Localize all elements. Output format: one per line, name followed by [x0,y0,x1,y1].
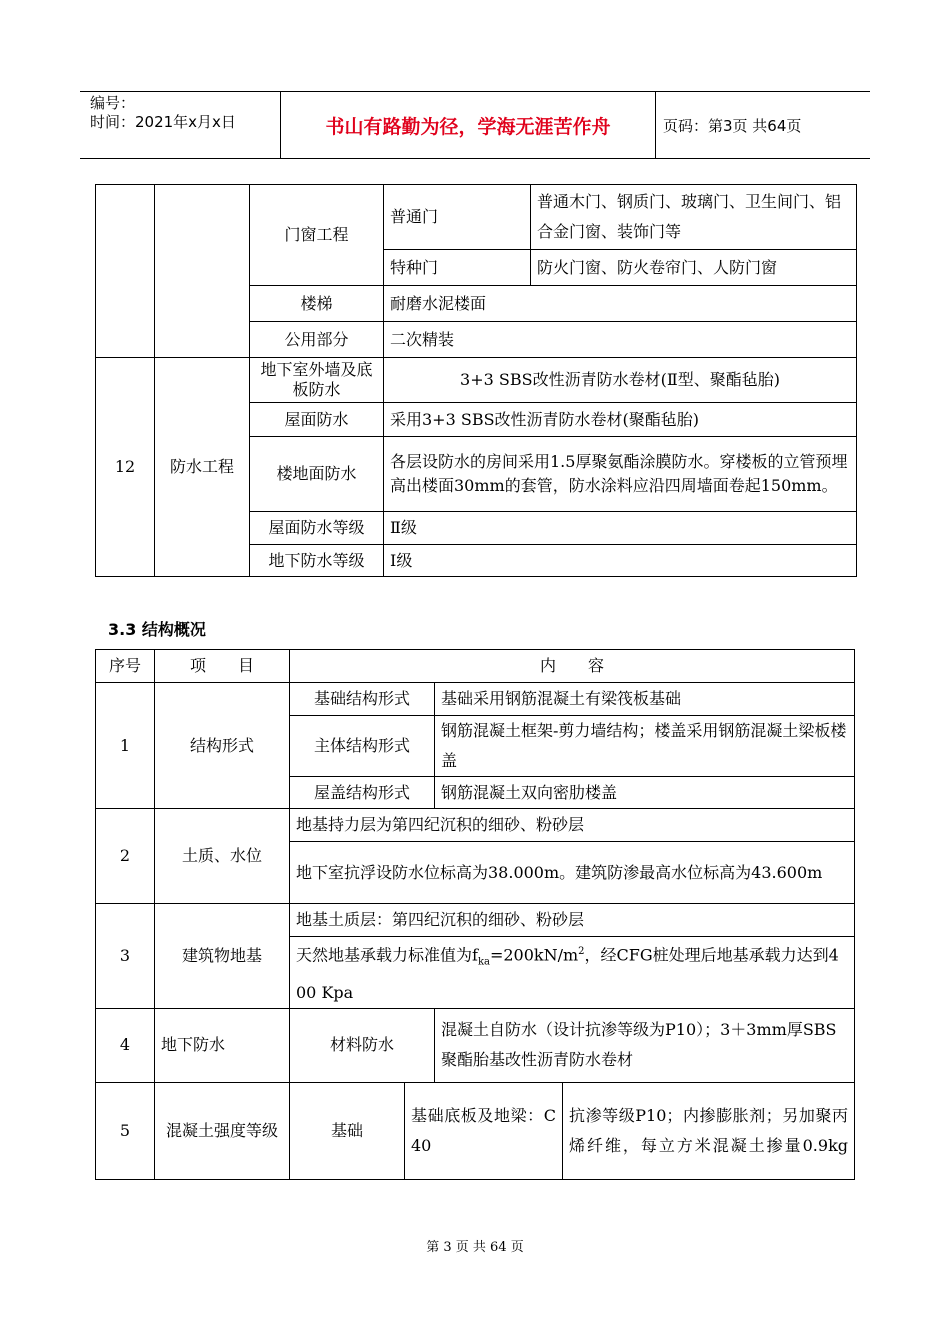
column-header-item: 项 目 [155,650,290,683]
document-number-label: 编号： [90,94,136,112]
water-level-detail: 地下室抗浮设防水位标高为38.000m。建筑防渗最高水位标高为43.600m [290,842,855,904]
roof-grade-detail: Ⅱ级 [384,512,857,545]
soil-layer-detail: 地基土质层：第四纪沉积的细砂、粉砂层 [290,904,855,937]
row-name: 防水工程 [155,358,250,577]
engineering-table-continued [95,184,857,577]
roof-structure-detail: 钢筋混凝土双向密肋楼盖 [435,777,855,809]
header-meta [90,94,236,132]
foundation-slab-grade: 基础底板及地梁：C40 [405,1082,563,1179]
foundation-structure-label: 基础结构形式 [290,683,435,716]
floor-waterproof-detail: 各层设防水的房间采用1.5厚聚氨酯涂膜防水。穿楼板的立管预埋高出楼面30mm的套管，防水涂料应沿四周墙面卷起150mm。 [384,437,857,512]
roof-waterproof-label: 屋面防水 [250,403,384,437]
row-number: 5 [96,1082,155,1179]
row-number: 3 [96,904,155,1009]
table-row [96,683,855,716]
underground-grade-detail: Ⅰ级 [384,545,857,577]
table-row [96,809,855,842]
table-row [96,358,857,403]
row-name: 结构形式 [155,683,290,809]
table-cell [96,185,155,358]
row-name: 土质、水位 [155,809,290,904]
row-number: 12 [96,358,155,577]
page-footer: 第 3 页 共 64 页 [426,1240,524,1255]
material-waterproof-detail: 混凝土自防水（设计抗渗等级为P10）；3＋3mm厚SBS聚酯胎基改性沥青防水卷材 [435,1008,855,1082]
table-row [96,1008,855,1082]
foundation-label: 基础 [290,1082,405,1179]
roof-waterproof-detail: 采用3+3 SBS改性沥青防水卷材(聚酯毡胎) [384,403,857,437]
roof-grade-label: 屋面防水等级 [250,512,384,545]
roof-structure-label: 屋盖结构形式 [290,777,435,809]
row-number: 2 [96,809,155,904]
public-area-detail: 二次精装 [384,322,857,358]
table-row [96,904,855,937]
basement-waterproof-label: 地下室外墙及底板防水 [250,358,384,403]
structure-overview-table [95,649,855,1180]
stairs-label: 楼梯 [250,286,384,322]
special-door-detail: 防火门窗、防火卷帘门、人防门窗 [531,250,857,286]
foundation-slab-detail: 抗渗等级P10；内掺膨胀剂；另加聚丙烯纤维，每立方米混凝土掺量0.9kg [563,1082,855,1179]
material-waterproof-label: 材料防水 [290,1008,435,1082]
bearing-capacity-value: =200kN/m [489,945,579,965]
row-name: 混凝土强度等级 [155,1082,290,1179]
column-header-content: 内 容 [290,650,855,683]
ordinary-door-detail: 普通木门、钢质门、玻璃门、卫生间门、铝合金门窗、装饰门等 [531,185,857,250]
main-structure-label: 主体结构形式 [290,716,435,777]
table-row [96,1082,855,1179]
table-row [96,185,857,250]
row-number: 1 [96,683,155,809]
stairs-detail: 耐磨水泥楼面 [384,286,857,322]
public-area-label: 公用部分 [250,322,384,358]
row-name: 建筑物地基 [155,904,290,1009]
bearing-capacity-text: 天然地基承载力标准值为f [296,945,478,965]
header-motto: 书山有路勤为径，学海无涯苦作舟 [325,115,611,138]
bearing-capacity-subscript: ka [477,956,490,968]
special-door-label: 特种门 [384,250,531,286]
table-header-row [96,650,855,683]
header-divider [655,92,656,158]
row-number: 4 [96,1008,155,1082]
foundation-structure-detail: 基础采用钢筋混凝土有梁筏板基础 [435,683,855,716]
floor-waterproof-label: 楼地面防水 [250,437,384,512]
header-page-label: 页码：第3页 共64页 [663,116,802,135]
page-header [80,91,870,159]
bearing-capacity-tail: ，经CFG桩处理后地基承载力达到400 Kpa [296,945,839,1002]
basement-waterproof-detail: 3+3 SBS改性沥青防水卷材(Ⅱ型、聚酯毡胎) [384,358,857,403]
underground-grade-label: 地下防水等级 [250,545,384,577]
main-structure-detail: 钢筋混凝土框架-剪力墙结构；楼盖采用钢筋混凝土梁板楼盖 [435,716,855,777]
column-header-number: 序号 [96,650,155,683]
bearing-layer-detail: 地基持力层为第四纪沉积的细砂、粉砂层 [290,809,855,842]
table-cell [155,185,250,358]
document-time-label: 时间：2021年x月x日 [90,113,236,131]
bearing-capacity-detail [290,937,855,1009]
bearing-capacity-superscript: 2 [578,946,585,957]
door-window-label: 门窗工程 [250,185,384,286]
section-title: 3.3 结构概况 [108,620,206,639]
row-name: 地下防水 [155,1008,290,1082]
ordinary-door-label: 普通门 [384,185,531,250]
